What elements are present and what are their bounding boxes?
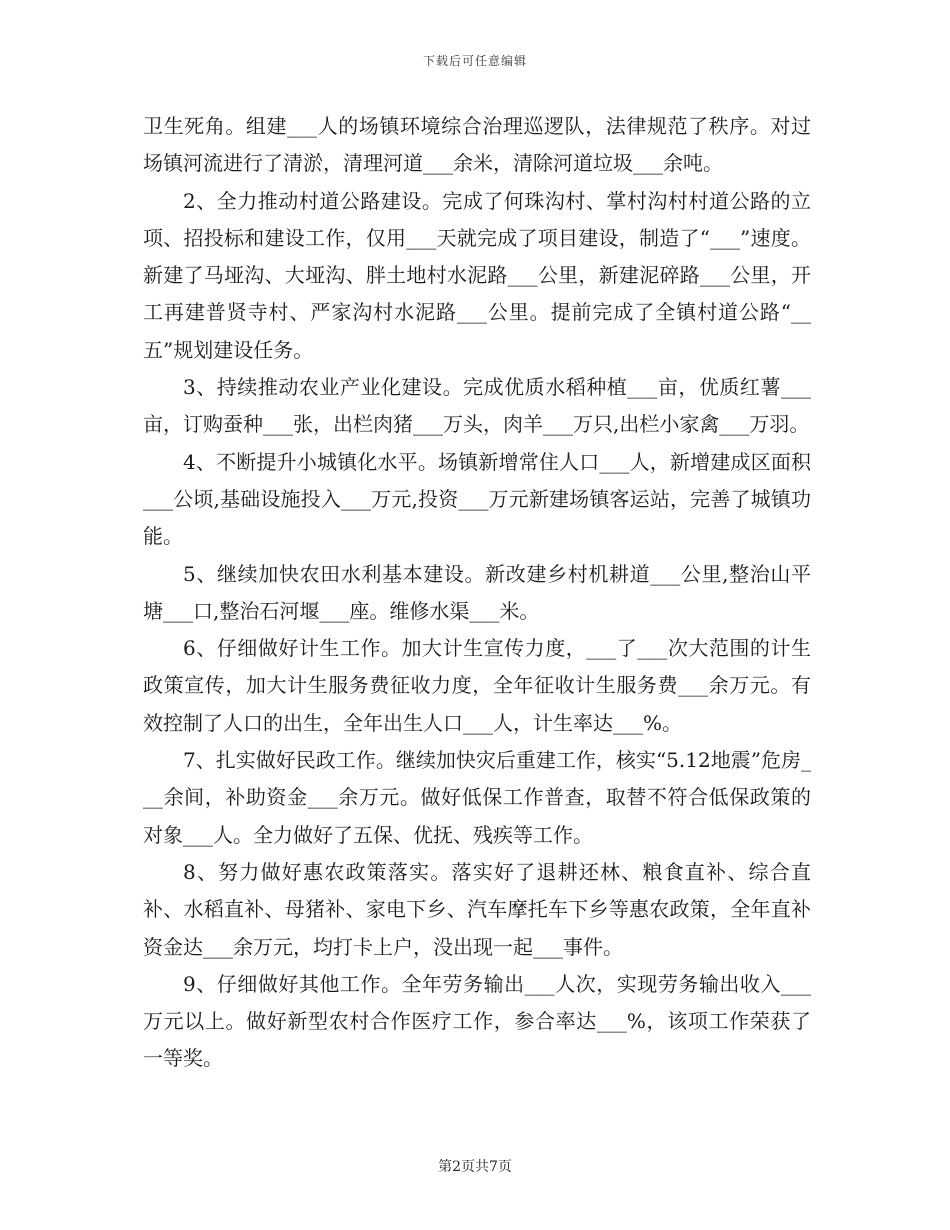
page-header: 下载后可任意编辑 [422, 54, 527, 68]
paragraph-item-6: 6、仔细做好计生工作。加大计生宣传力度，___了___次大范围的计生政策宣传，加大计生服务费征收力度，全年征收计生服务费___余万元。有效控制了人口的出生，全年出生人口___人，计生率达___%。 [143, 636, 811, 735]
paragraph-intro: 卫生死角。组建___人的场镇环境综合治理巡逻队，法律规范了秩序。对过场镇河流进行了清淤，清理河道___余米，清除河道垃圾___余吨。 [143, 114, 811, 176]
document-body [143, 108, 811, 1078]
paragraph-item-3: 3、持续推动农业产业化建设。完成优质水稻种植___亩，优质红薯___亩，订购蚕种___张，出栏肉猪___万头，肉羊___万只,出栏小家禽___万羽。 [143, 375, 811, 437]
paragraph-item-7: 7、扎实做好民政工作。继续加快灾后重建工作，核实“5.12地震”危房___余间，补助资金___余万元。做好低保工作普查，取替不符合低保政策的对象___人。全力做好了五保、优抚、残疾等工作。 [143, 748, 811, 847]
paragraph-item-8: 8、努力做好惠农政策落实。落实好了退耕还林、粮食直补、综合直补、水稻直补、母猪补、家电下乡、汽车摩托车下乡等惠农政策，全年直补资金达___余万元，均打卡上户，没出现一起___事件。 [143, 859, 811, 959]
paragraph-item-2: 2、全力推动村道公路建设。完成了何珠沟村、掌村沟村村道公路的立项、招投标和建设工作，仅用___天就完成了项目建设，制造了“___”速度。新建了马垭沟、大垭沟、胖土地村水泥路___公里，新建泥碎路___公里，开工再建普贤寺村、严家沟村水泥路___公里。提前完成了全镇村道公路“__五”规划建设任务。 [143, 188, 811, 362]
paragraph-item-4: 4、不断提升小城镇化水平。场镇新增常住人口___人，新增建成区面积___公顷,基础设施投入___万元,投资___万元新建场镇客运站，完善了城镇功能。 [143, 449, 811, 549]
paragraph-item-9: 9、仔细做好其他工作。全年劳务输出___人次，实现劳务输出收入___万元以上。做好新型农村合作医疗工作，参合率达___%，该项工作荣获了一等奖。 [143, 971, 811, 1071]
page-number: 第2页共7页 [438, 1159, 512, 1175]
paragraph-item-5: 5、继续加快农田水利基本建设。新改建乡村机耕道___公里,整治山平塘___口,整治石河堰___座。维修水渠___米。 [143, 561, 811, 623]
